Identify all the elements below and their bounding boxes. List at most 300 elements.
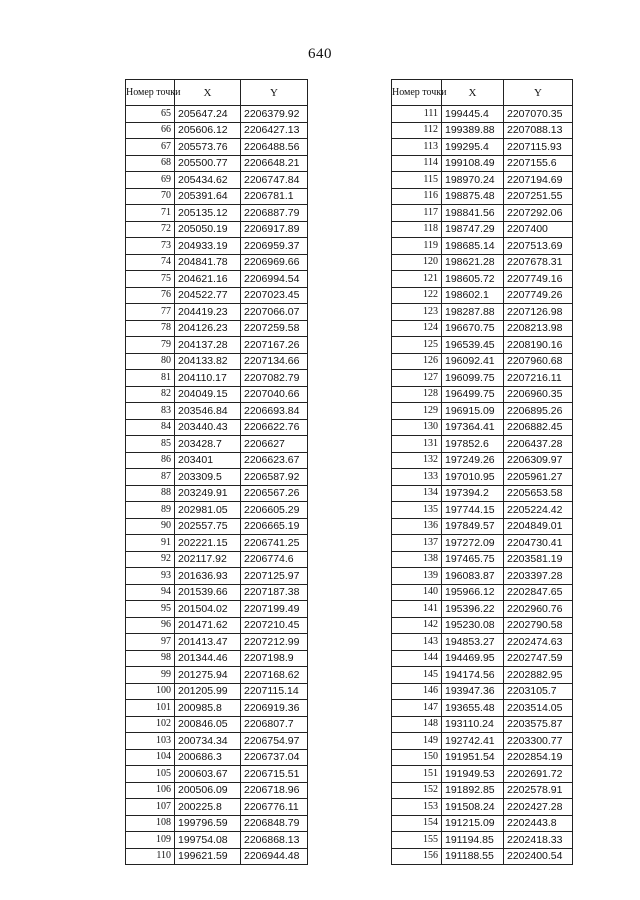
point-number-cell: 105: [126, 766, 175, 783]
table-row: [392, 815, 573, 832]
x-coordinate-cell: 191188.55: [442, 848, 504, 865]
x-coordinate-cell: 201504.02: [175, 601, 241, 618]
table-row: [126, 848, 308, 865]
x-coordinate-cell: 195230.08: [442, 617, 504, 634]
table-row: [392, 106, 573, 123]
x-coordinate-cell: 197394.2: [442, 485, 504, 502]
y-coordinate-cell: 2207251.55: [504, 188, 573, 205]
y-coordinate-cell: 2203105.7: [504, 683, 573, 700]
table-row: [392, 700, 573, 717]
point-number-cell: 87: [126, 469, 175, 486]
table-row: [126, 337, 308, 354]
y-coordinate-cell: 2205961.27: [504, 469, 573, 486]
point-number-cell: 133: [392, 469, 442, 486]
y-coordinate-cell: 2207168.62: [241, 667, 308, 684]
x-coordinate-cell: 196539.45: [442, 337, 504, 354]
x-coordinate-cell: 205050.19: [175, 221, 241, 238]
point-number-cell: 76: [126, 287, 175, 304]
point-number-cell: 156: [392, 848, 442, 865]
point-number-cell: 137: [392, 535, 442, 552]
table-row: [392, 502, 573, 519]
x-coordinate-cell: 201205.99: [175, 683, 241, 700]
table-row: [126, 485, 308, 502]
x-coordinate-cell: 204110.17: [175, 370, 241, 387]
y-coordinate-cell: 2206605.29: [241, 502, 308, 519]
x-coordinate-cell: 194174.56: [442, 667, 504, 684]
table-row: [126, 106, 308, 123]
x-coordinate-cell: 203249.91: [175, 485, 241, 502]
x-coordinate-cell: 198602.1: [442, 287, 504, 304]
x-coordinate-cell: 197010.95: [442, 469, 504, 486]
y-coordinate-cell: 2207115.93: [504, 139, 573, 156]
table-row: [126, 683, 308, 700]
table-row: [392, 386, 573, 403]
x-coordinate-cell: 202117.92: [175, 551, 241, 568]
y-coordinate-cell: 2205224.42: [504, 502, 573, 519]
point-number-cell: 120: [392, 254, 442, 271]
table-row: [126, 469, 308, 486]
table-row: [392, 419, 573, 436]
y-coordinate-cell: 2205653.58: [504, 485, 573, 502]
table-row: [392, 667, 573, 684]
x-coordinate-cell: 204522.77: [175, 287, 241, 304]
table-row: [126, 320, 308, 337]
point-number-cell: 115: [392, 172, 442, 189]
table-row: [392, 188, 573, 205]
point-number-cell: 132: [392, 452, 442, 469]
point-number-cell: 110: [126, 848, 175, 865]
y-coordinate-cell: 2207212.99: [241, 634, 308, 651]
table-row: [126, 518, 308, 535]
y-coordinate-cell: 2206887.79: [241, 205, 308, 222]
table-row: [392, 716, 573, 733]
y-coordinate-cell: 2206622.76: [241, 419, 308, 436]
table-row: [126, 502, 308, 519]
table-row: [392, 568, 573, 585]
point-number-cell: 138: [392, 551, 442, 568]
x-coordinate-cell: 199295.4: [442, 139, 504, 156]
table-row: [126, 221, 308, 238]
y-coordinate-cell: 2207678.31: [504, 254, 573, 271]
point-number-cell: 93: [126, 568, 175, 585]
table-row: [126, 551, 308, 568]
table-row: [126, 238, 308, 255]
table-row: [126, 155, 308, 172]
x-coordinate-cell: 201344.46: [175, 650, 241, 667]
x-coordinate-cell: 193947.36: [442, 683, 504, 700]
table-row: [392, 337, 573, 354]
x-coordinate-cell: 198605.72: [442, 271, 504, 288]
y-coordinate-cell: 2207088.13: [504, 122, 573, 139]
x-coordinate-cell: 204933.19: [175, 238, 241, 255]
y-coordinate-cell: 2203300.77: [504, 733, 573, 750]
point-number-cell: 86: [126, 452, 175, 469]
x-coordinate-cell: 197849.57: [442, 518, 504, 535]
point-number-cell: 122: [392, 287, 442, 304]
table-row: [392, 469, 573, 486]
x-coordinate-cell: 204049.15: [175, 386, 241, 403]
table-row: [126, 254, 308, 271]
table-row: [392, 485, 573, 502]
point-number-cell: 68: [126, 155, 175, 172]
point-number-cell: 70: [126, 188, 175, 205]
table-row: [126, 287, 308, 304]
x-coordinate-cell: 199621.59: [175, 848, 241, 865]
x-coordinate-cell: 201413.47: [175, 634, 241, 651]
point-number-cell: 136: [392, 518, 442, 535]
x-coordinate-cell: 198621.28: [442, 254, 504, 271]
point-number-cell: 152: [392, 782, 442, 799]
table-row: [126, 370, 308, 387]
table-row: [126, 733, 308, 750]
point-number-cell: 81: [126, 370, 175, 387]
y-coordinate-cell: 2206781.1: [241, 188, 308, 205]
y-coordinate-cell: 2206848.79: [241, 815, 308, 832]
table-row: [392, 551, 573, 568]
point-number-cell: 109: [126, 832, 175, 849]
table-row: [392, 518, 573, 535]
x-header: X: [442, 80, 504, 106]
point-number-cell: 92: [126, 551, 175, 568]
x-coordinate-cell: 194853.27: [442, 634, 504, 651]
table-row: [392, 436, 573, 453]
y-coordinate-cell: 2206488.56: [241, 139, 308, 156]
x-coordinate-cell: 197272.09: [442, 535, 504, 552]
table-row: [126, 601, 308, 618]
y-coordinate-cell: 2206944.48: [241, 848, 308, 865]
point-number-cell: 153: [392, 799, 442, 816]
point-number-cell: 85: [126, 436, 175, 453]
x-coordinate-cell: 191508.24: [442, 799, 504, 816]
point-number-cell: 71: [126, 205, 175, 222]
point-number-cell: 123: [392, 304, 442, 321]
y-coordinate-cell: 2206737.04: [241, 749, 308, 766]
y-coordinate-cell: 2202578.91: [504, 782, 573, 799]
point-number-cell: 102: [126, 716, 175, 733]
point-number-cell: 78: [126, 320, 175, 337]
x-coordinate-cell: 203440.43: [175, 419, 241, 436]
table-row: [126, 403, 308, 420]
point-number-cell: 142: [392, 617, 442, 634]
y-coordinate-cell: 2206567.26: [241, 485, 308, 502]
x-coordinate-cell: 200846.05: [175, 716, 241, 733]
point-number-header: Номер точки: [126, 80, 175, 106]
coordinates-table-right: [391, 79, 573, 865]
y-coordinate-cell: 2207125.97: [241, 568, 308, 585]
x-coordinate-cell: 198970.24: [442, 172, 504, 189]
point-number-cell: 100: [126, 683, 175, 700]
point-number-cell: 98: [126, 650, 175, 667]
x-coordinate-cell: 195966.12: [442, 584, 504, 601]
x-coordinate-cell: 200686.3: [175, 749, 241, 766]
x-coordinate-cell: 198875.48: [442, 188, 504, 205]
y-coordinate-cell: 2207167.26: [241, 337, 308, 354]
point-number-cell: 135: [392, 502, 442, 519]
y-coordinate-cell: 2206807.7: [241, 716, 308, 733]
table-row: [392, 271, 573, 288]
x-coordinate-cell: 201471.62: [175, 617, 241, 634]
point-number-cell: 141: [392, 601, 442, 618]
x-coordinate-cell: 191951.54: [442, 749, 504, 766]
point-number-cell: 99: [126, 667, 175, 684]
x-coordinate-cell: 201275.94: [175, 667, 241, 684]
point-number-cell: 104: [126, 749, 175, 766]
point-number-cell: 128: [392, 386, 442, 403]
y-coordinate-cell: 2208190.16: [504, 337, 573, 354]
x-coordinate-cell: 205606.12: [175, 122, 241, 139]
y-coordinate-cell: 2202474.63: [504, 634, 573, 651]
y-coordinate-cell: 2206379.92: [241, 106, 308, 123]
table-row: [392, 353, 573, 370]
x-coordinate-cell: 205391.64: [175, 188, 241, 205]
table-row: [392, 172, 573, 189]
x-coordinate-cell: 203546.84: [175, 403, 241, 420]
table-row: [392, 287, 573, 304]
table-row: [392, 320, 573, 337]
y-coordinate-cell: 2207155.6: [504, 155, 573, 172]
x-coordinate-cell: 201636.93: [175, 568, 241, 585]
table-row: [126, 386, 308, 403]
table-row: [126, 452, 308, 469]
y-coordinate-cell: 2202847.65: [504, 584, 573, 601]
x-coordinate-cell: 199754.08: [175, 832, 241, 849]
x-coordinate-cell: 196092.41: [442, 353, 504, 370]
point-number-cell: 125: [392, 337, 442, 354]
point-number-cell: 66: [126, 122, 175, 139]
x-coordinate-cell: 200985.8: [175, 700, 241, 717]
table-row: [392, 139, 573, 156]
y-coordinate-cell: 2207960.68: [504, 353, 573, 370]
table-row: [126, 568, 308, 585]
x-coordinate-cell: 203401: [175, 452, 241, 469]
x-coordinate-cell: 205135.12: [175, 205, 241, 222]
point-number-cell: 103: [126, 733, 175, 750]
x-coordinate-cell: 200506.09: [175, 782, 241, 799]
table-row: [126, 172, 308, 189]
y-coordinate-cell: 2207040.66: [241, 386, 308, 403]
y-coordinate-cell: 2206627: [241, 436, 308, 453]
point-number-cell: 130: [392, 419, 442, 436]
point-number-cell: 143: [392, 634, 442, 651]
page-number: 640: [308, 46, 332, 62]
y-coordinate-cell: 2206718.96: [241, 782, 308, 799]
table-row: [126, 205, 308, 222]
table-row: [392, 617, 573, 634]
table-row: [126, 634, 308, 651]
x-coordinate-cell: 191194.85: [442, 832, 504, 849]
x-coordinate-cell: 202981.05: [175, 502, 241, 519]
table-row: [392, 304, 573, 321]
x-coordinate-cell: 193655.48: [442, 700, 504, 717]
x-coordinate-cell: 198685.14: [442, 238, 504, 255]
x-coordinate-cell: 204137.28: [175, 337, 241, 354]
point-number-cell: 127: [392, 370, 442, 387]
table-row: [126, 716, 308, 733]
table-row: [392, 782, 573, 799]
x-coordinate-cell: 199108.49: [442, 155, 504, 172]
x-coordinate-cell: 204419.23: [175, 304, 241, 321]
point-number-cell: 149: [392, 733, 442, 750]
y-coordinate-cell: 2203581.19: [504, 551, 573, 568]
point-number-cell: 108: [126, 815, 175, 832]
y-coordinate-cell: 2207216.11: [504, 370, 573, 387]
y-coordinate-cell: 2202427.28: [504, 799, 573, 816]
x-header: X: [175, 80, 241, 106]
point-number-cell: 96: [126, 617, 175, 634]
x-coordinate-cell: 202557.75: [175, 518, 241, 535]
point-number-cell: 73: [126, 238, 175, 255]
y-coordinate-cell: 2206741.25: [241, 535, 308, 552]
y-coordinate-cell: 2206754.97: [241, 733, 308, 750]
x-coordinate-cell: 196915.09: [442, 403, 504, 420]
y-coordinate-cell: 2206623.67: [241, 452, 308, 469]
coordinates-table-left: [125, 79, 308, 865]
x-coordinate-cell: 200603.67: [175, 766, 241, 783]
point-number-cell: 79: [126, 337, 175, 354]
y-coordinate-cell: 2207199.49: [241, 601, 308, 618]
x-coordinate-cell: 196670.75: [442, 320, 504, 337]
table-row: [126, 122, 308, 139]
table-row: [392, 370, 573, 387]
y-coordinate-cell: 2202790.58: [504, 617, 573, 634]
point-number-cell: 139: [392, 568, 442, 585]
y-coordinate-cell: 2208213.98: [504, 320, 573, 337]
y-coordinate-cell: 2202400.54: [504, 848, 573, 865]
y-coordinate-cell: 2204730.41: [504, 535, 573, 552]
point-number-cell: 82: [126, 386, 175, 403]
point-number-cell: 65: [126, 106, 175, 123]
table-row: [392, 683, 573, 700]
table-row: [392, 832, 573, 849]
point-number-cell: 154: [392, 815, 442, 832]
table-row: [392, 122, 573, 139]
y-coordinate-cell: 2206309.97: [504, 452, 573, 469]
point-number-cell: 90: [126, 518, 175, 535]
x-coordinate-cell: 204126.23: [175, 320, 241, 337]
table-row: [392, 155, 573, 172]
y-coordinate-cell: 2206895.26: [504, 403, 573, 420]
y-coordinate-cell: 2207749.16: [504, 271, 573, 288]
y-coordinate-cell: 2207210.45: [241, 617, 308, 634]
point-number-cell: 144: [392, 650, 442, 667]
point-number-cell: 111: [392, 106, 442, 123]
table-row: [126, 419, 308, 436]
y-coordinate-cell: 2206665.19: [241, 518, 308, 535]
point-number-cell: 116: [392, 188, 442, 205]
x-coordinate-cell: 195396.22: [442, 601, 504, 618]
y-coordinate-cell: 2206774.6: [241, 551, 308, 568]
y-coordinate-cell: 2206969.66: [241, 254, 308, 271]
point-number-cell: 91: [126, 535, 175, 552]
x-coordinate-cell: 192742.41: [442, 733, 504, 750]
y-coordinate-cell: 2207400: [504, 221, 573, 238]
point-number-cell: 84: [126, 419, 175, 436]
x-coordinate-cell: 200734.34: [175, 733, 241, 750]
y-coordinate-cell: 2207513.69: [504, 238, 573, 255]
y-coordinate-cell: 2206693.84: [241, 403, 308, 420]
y-coordinate-cell: 2206959.37: [241, 238, 308, 255]
table-row: [392, 749, 573, 766]
y-coordinate-cell: 2207126.98: [504, 304, 573, 321]
x-coordinate-cell: 191949.53: [442, 766, 504, 783]
x-coordinate-cell: 205647.24: [175, 106, 241, 123]
y-coordinate-cell: 2207749.26: [504, 287, 573, 304]
y-coordinate-cell: 2206994.54: [241, 271, 308, 288]
table-row: [126, 188, 308, 205]
point-number-cell: 89: [126, 502, 175, 519]
y-coordinate-cell: 2206868.13: [241, 832, 308, 849]
y-coordinate-cell: 2207082.79: [241, 370, 308, 387]
point-number-cell: 150: [392, 749, 442, 766]
point-number-cell: 147: [392, 700, 442, 717]
table-row: [392, 799, 573, 816]
x-coordinate-cell: 204621.16: [175, 271, 241, 288]
x-coordinate-cell: 199445.4: [442, 106, 504, 123]
x-coordinate-cell: 194469.95: [442, 650, 504, 667]
x-coordinate-cell: 196083.87: [442, 568, 504, 585]
x-coordinate-cell: 198747.29: [442, 221, 504, 238]
table-row: [392, 601, 573, 618]
y-header: Y: [241, 80, 308, 106]
y-coordinate-cell: 2207115.14: [241, 683, 308, 700]
x-coordinate-cell: 197852.6: [442, 436, 504, 453]
y-coordinate-cell: 2206715.51: [241, 766, 308, 783]
table-header-row: [126, 80, 308, 106]
y-coordinate-cell: 2207194.69: [504, 172, 573, 189]
table-row: [126, 700, 308, 717]
x-coordinate-cell: 200225.8: [175, 799, 241, 816]
x-coordinate-cell: 203309.5: [175, 469, 241, 486]
table-row: [392, 205, 573, 222]
table-row: [392, 848, 573, 865]
point-number-cell: 134: [392, 485, 442, 502]
point-number-cell: 119: [392, 238, 442, 255]
table-row: [126, 535, 308, 552]
x-coordinate-cell: 198287.88: [442, 304, 504, 321]
x-coordinate-cell: 199796.59: [175, 815, 241, 832]
point-number-cell: 114: [392, 155, 442, 172]
table-header-row: [392, 80, 573, 106]
table-row: [126, 617, 308, 634]
table-row: [392, 634, 573, 651]
table-row: [126, 436, 308, 453]
y-coordinate-cell: 2203575.87: [504, 716, 573, 733]
point-number-cell: 129: [392, 403, 442, 420]
point-number-cell: 94: [126, 584, 175, 601]
y-coordinate-cell: 2206776.11: [241, 799, 308, 816]
y-coordinate-cell: 2207292.06: [504, 205, 573, 222]
point-number-cell: 124: [392, 320, 442, 337]
table-row: [392, 766, 573, 783]
x-coordinate-cell: 196099.75: [442, 370, 504, 387]
table-row: [126, 650, 308, 667]
table-row: [126, 832, 308, 849]
y-coordinate-cell: 2204849.01: [504, 518, 573, 535]
point-number-cell: 151: [392, 766, 442, 783]
x-coordinate-cell: 201539.66: [175, 584, 241, 601]
table-row: [126, 799, 308, 816]
table-row: [126, 667, 308, 684]
table-row: [126, 271, 308, 288]
y-coordinate-cell: 2207259.58: [241, 320, 308, 337]
point-number-cell: 112: [392, 122, 442, 139]
table-row: [126, 766, 308, 783]
x-coordinate-cell: 191215.09: [442, 815, 504, 832]
point-number-cell: 155: [392, 832, 442, 849]
point-number-cell: 95: [126, 601, 175, 618]
point-number-cell: 88: [126, 485, 175, 502]
x-coordinate-cell: 205434.62: [175, 172, 241, 189]
